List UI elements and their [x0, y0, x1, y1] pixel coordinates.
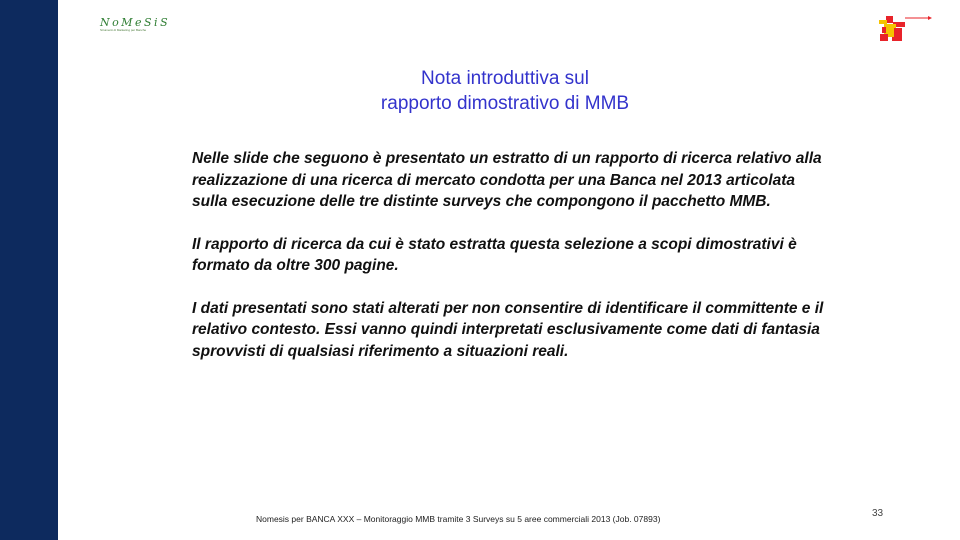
figure-logo-icon — [872, 12, 934, 44]
slide-footer: Nomesis per BANCA XXX – Monitoraggio MMB tramite 3 Surveys su 5 aree commerciali 2013 (Job. 07893) — [256, 514, 661, 524]
body-text — [192, 148, 832, 383]
paragraph-2: Il rapporto di ricerca da cui è stato estratta questa selezione a scopi dimostrativi è formato da oltre 300 pagine. — [192, 235, 797, 274]
paragraph-3: I dati presentati sono stati alterati per non consentire di identificare il committente e il relativo contesto. Essi vanno quindi interpretati esclusivamente come dati di fantasia sprovvisti di qualsiasi riferimento a situazioni reali. — [192, 299, 824, 360]
nomesis-tagline: Strumenti di Marketing per Banche — [100, 28, 147, 32]
nomesis-wordmark: NoMeSiS — [100, 16, 171, 29]
slide-title-line-1: Nota introduttiva sul — [421, 68, 589, 89]
paragraph-1: Nelle slide che seguono è presentato un estratto di un rapporto di ricerca relativo alla realizzazione di una ricerca di mercato condotta per una Banca nel 2013 articolata sulla esecuzione delle tre distinte surveys che compongono il pacchetto MMB. — [192, 150, 822, 210]
left-sidebar-band — [0, 0, 58, 540]
page-number: 33 — [872, 508, 884, 519]
slide-title-line-2: rapporto dimostrativo di MMB — [380, 93, 630, 114]
nomesis-logo — [100, 17, 172, 35]
slide-title — [280, 66, 730, 116]
